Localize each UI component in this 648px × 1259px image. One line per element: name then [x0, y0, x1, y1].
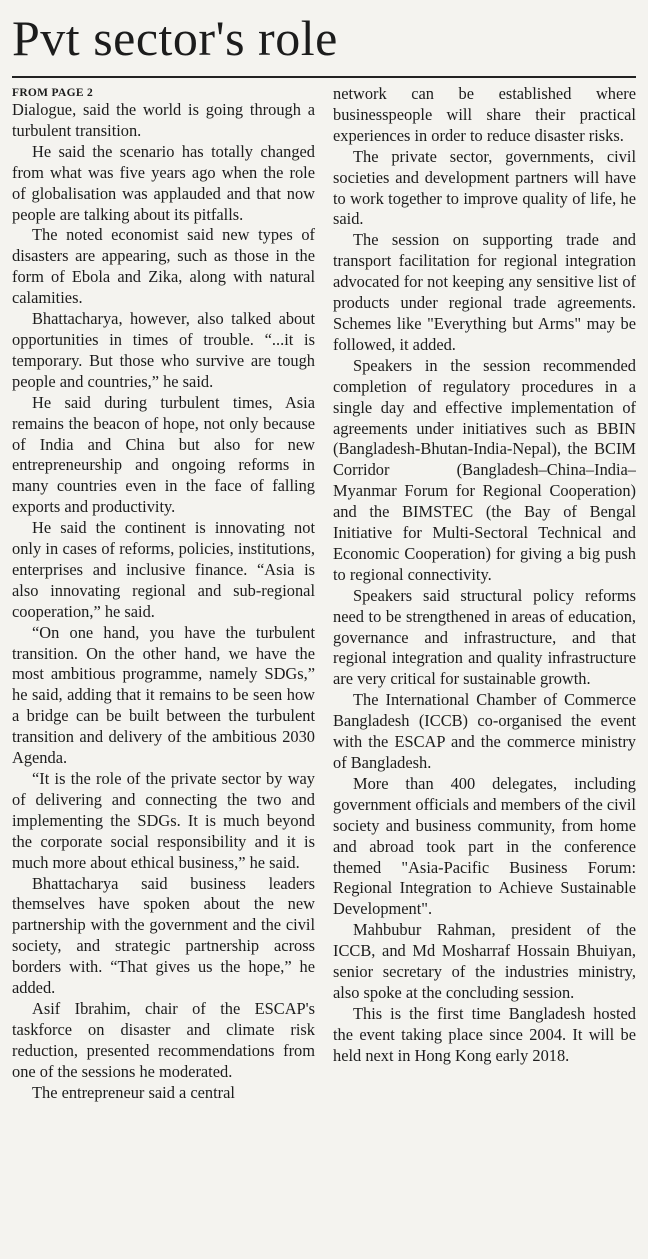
paragraph: “On one hand, you have the turbulent transition. On the other hand, we have the most ambitious programme, namely SDGs,” he said, adding that it remains to be seen how a bridge can be built between the turbulent transition and delivery of the ambitious 2030 Agenda.	[12, 622, 315, 768]
paragraph: The International Chamber of Commerce Bangladesh (ICCB) co-organised the event with the ESCAP and the commerce ministry of Bangladesh.	[333, 690, 636, 772]
paragraph: This is the first time Bangladesh hosted the event taking place since 2004. It will be held next in Hong Kong early 2018.	[333, 1003, 636, 1065]
article-body	[12, 84, 636, 1254]
paragraph: The entrepreneur said a central	[32, 1082, 235, 1102]
paragraph: The session on supporting trade and transport facilitation for regional integration advocated for not keeping any sensitive list of products under regional trade agreements. Schemes like "Everything but Arms" may be followed, it added.	[333, 230, 636, 354]
paragraph: Speakers in the session recommended completion of regulatory procedures in a single day and effective implementation of agreements under initiatives such as BBIN (Bangladesh-Bhutan-India-Nepal), the BCIM Corridor (Bangladesh–China–India–Myanmar Forum for Regional Cooperation) and the BIMSTEC (the Bay of Bengal Initiative for Multi-Sectoral Technical and Economic Cooperation) for giving a big push to regional connectivity.	[333, 355, 636, 584]
headline: Pvt sector's role	[12, 10, 338, 66]
paragraph: He said the scenario has totally changed from what was five years ago when the role of globalisation was applauded and that now people are talking about its pitfalls.	[12, 141, 315, 224]
paragraph: The noted economist said new types of disasters are appearing, such as those in the form of Ebola and Zika, along with natural calamities.	[12, 225, 315, 308]
paragraph: The private sector, governments, civil societies and development partners will have to work together to improve quality of life, he said.	[333, 146, 636, 229]
paragraph: Speakers said structural policy reforms need to be strengthened in areas of education, governance and infrastructure, and that regional integration and quality infrastructure are very critical for sustainable growth.	[333, 585, 636, 689]
paragraph: Dialogue, said the world is going through a turbulent transition.	[12, 100, 315, 140]
headline-divider	[12, 76, 636, 78]
column-right	[333, 84, 636, 1254]
paragraph: He said during turbulent times, Asia remains the beacon of hope, not only because of India and China but also for new entrepreneurship and ongoing reforms in many countries even in the face of falling exports and productivity.	[12, 392, 315, 517]
paragraph: He said the continent is innovating not only in cases of reforms, policies, institutions, enterprises and inclusive finance. “Asia is also innovating regional and sub-regional cooperation,” he said.	[12, 518, 315, 621]
paragraph: network can be established where businesspeople will share their practical experiences in order to reduce disaster risks.	[333, 84, 636, 145]
paragraph: Mahbubur Rahman, president of the ICCB, and Md Mosharraf Hossain Bhuiyan, senior secretary of the industries ministry, also spoke at the concluding session.	[333, 920, 636, 1002]
continuation-kicker: FROM PAGE 2	[12, 87, 94, 99]
paragraph: Bhattacharya, however, also talked about opportunities in times of trouble. “...it is temporary. But those who survive are tough people and countries,” he said.	[12, 309, 315, 391]
paragraph: More than 400 delegates, including government officials and members of the civil society and business community, from home and abroad took part in the conference themed "Asia-Pacific Business Forum: Regional Integration to Achieve Sustainable Development".	[333, 773, 636, 919]
paragraph: “It is the role of the private sector by way of delivering and connecting the two and implementing the SDGs. It is much beyond the corporate social responsibility and it is much more about ethical business,” he said.	[12, 769, 315, 872]
column-left	[12, 84, 315, 1254]
paragraph: Asif Ibrahim, chair of the ESCAP's taskforce on disaster and climate risk reduction, presented recommendations from one of the sessions he moderated.	[12, 998, 315, 1081]
paragraph: Bhattacharya said business leaders themselves have spoken about the new partnership with the government and the civil society, and strategic partnership across borders with. “That gives us the hope,” he added.	[12, 873, 315, 998]
